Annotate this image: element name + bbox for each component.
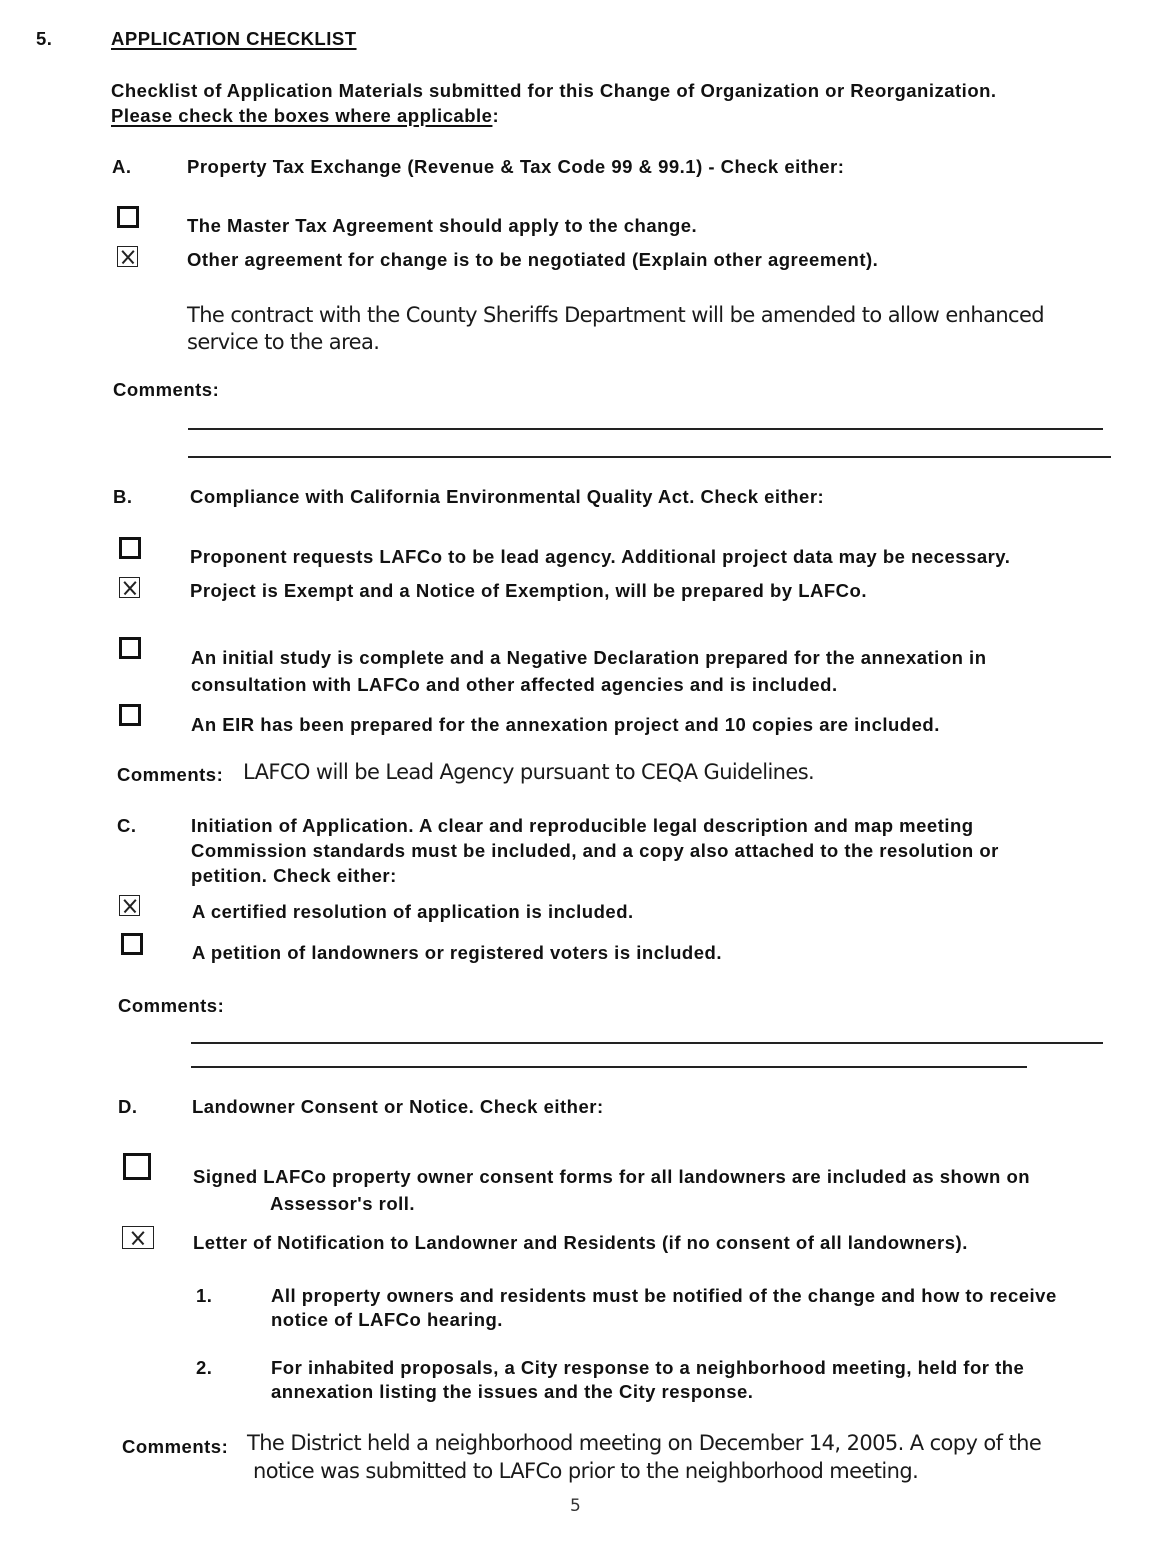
part-b-letter: B. [113, 486, 133, 507]
part-c-heading-line2: Commission standards must be included, and a copy also attached to the resolution or [191, 840, 999, 861]
requirement-line2: annexation listing the issues and the City response. [271, 1381, 754, 1402]
checkbox-certified-resolution[interactable] [119, 895, 140, 916]
option-label: Proponent requests LAFCo to be lead agency. Additional project data may be necessary. [190, 546, 1011, 567]
part-c-letter: C. [117, 815, 137, 836]
part-c-comments-label: Comments: [118, 995, 225, 1016]
comments-line[interactable] [188, 428, 1103, 430]
requirement-line1: All property owners and residents must be notified of the change and how to receive [271, 1285, 1057, 1306]
comments-line[interactable] [191, 1042, 1103, 1044]
option-label: Other agreement for change is to be negotiated (Explain other agreement). [187, 249, 879, 270]
page-number: 5 [570, 1496, 581, 1516]
part-d-comments-line1: The District held a neighborhood meeting on December 14, 2005. A copy of the [247, 1431, 1042, 1455]
part-d-comments-line2: notice was submitted to LAFCo prior to the neighborhood meeting. [253, 1459, 919, 1483]
requirement-line1: For inhabited proposals, a City response to a neighborhood meeting, held for the [271, 1357, 1025, 1378]
checkbox-lafco-lead-agency[interactable] [119, 537, 141, 559]
option-label: Letter of Notification to Landowner and Residents (if no consent of all landowners). [193, 1232, 968, 1253]
option-label-line2: consultation with LAFCo and other affected agencies and is included. [191, 674, 838, 695]
requirement-line2: notice of LAFCo hearing. [271, 1309, 503, 1330]
checkbox-letter-of-notification[interactable] [122, 1226, 154, 1249]
part-d-letter: D. [118, 1096, 138, 1117]
part-d-heading: Landowner Consent or Notice. Check either: [192, 1096, 604, 1117]
part-c-heading-line1: Initiation of Application. A clear and reproducible legal description and map meeting [191, 815, 974, 836]
checkbox-owner-consent-forms[interactable] [123, 1153, 151, 1180]
part-b-comments-text: LAFCO will be Lead Agency pursuant to CEQA Guidelines. [243, 760, 815, 784]
instruction-underlined: Please check the boxes where applicable [111, 105, 493, 126]
part-d-comments-label: Comments: [122, 1436, 229, 1457]
part-a-comments-label: Comments: [113, 379, 220, 400]
section-title: APPLICATION CHECKLIST [111, 28, 357, 49]
option-label: The Master Tax Agreement should apply to the change. [187, 215, 698, 236]
option-label: A petition of landowners or registered voters is included. [192, 942, 722, 963]
option-label-line1: Signed LAFCo property owner consent forms for all landowners are included as shown on [193, 1166, 1031, 1187]
option-label: An EIR has been prepared for the annexation project and 10 copies are included. [191, 714, 940, 735]
checkbox-other-agreement[interactable] [117, 246, 138, 267]
section-number: 5. [36, 28, 53, 49]
requirement-number: 2. [196, 1357, 213, 1378]
part-a-heading: Property Tax Exchange (Revenue & Tax Code 99 & 99.1) - Check either: [187, 156, 845, 177]
checkbox-master-tax-agreement[interactable] [117, 206, 139, 228]
requirement-number: 1. [196, 1285, 213, 1306]
instruction-suffix: : [492, 105, 500, 126]
comments-line[interactable] [188, 456, 1111, 458]
intro-instruction [111, 107, 499, 126]
option-label-line1: An initial study is complete and a Negative Declaration prepared for the annexation in [191, 647, 987, 668]
checkbox-petition[interactable] [121, 933, 143, 955]
checkbox-negative-declaration[interactable] [119, 637, 141, 659]
part-a-explanation-line2: service to the area. [187, 330, 380, 354]
intro-text: Checklist of Application Materials submitted for this Change of Organization or Reorganization. [111, 80, 997, 101]
option-label: Project is Exempt and a Notice of Exemption, will be prepared by LAFCo. [190, 580, 867, 601]
part-b-comments-label: Comments: [117, 764, 224, 785]
part-a-explanation-line1: The contract with the County Sheriffs Department will be amended to allow enhanced [187, 303, 1045, 327]
part-c-heading-line3: petition. Check either: [191, 865, 397, 886]
checkbox-eir-prepared[interactable] [119, 704, 141, 726]
comments-line[interactable] [191, 1066, 1027, 1068]
checkbox-project-exempt[interactable] [119, 577, 140, 598]
option-label-line2: Assessor's roll. [270, 1193, 416, 1214]
part-a-letter: A. [112, 156, 132, 177]
part-b-heading: Compliance with California Environmental Quality Act. Check either: [190, 486, 825, 507]
option-label: A certified resolution of application is included. [192, 901, 634, 922]
